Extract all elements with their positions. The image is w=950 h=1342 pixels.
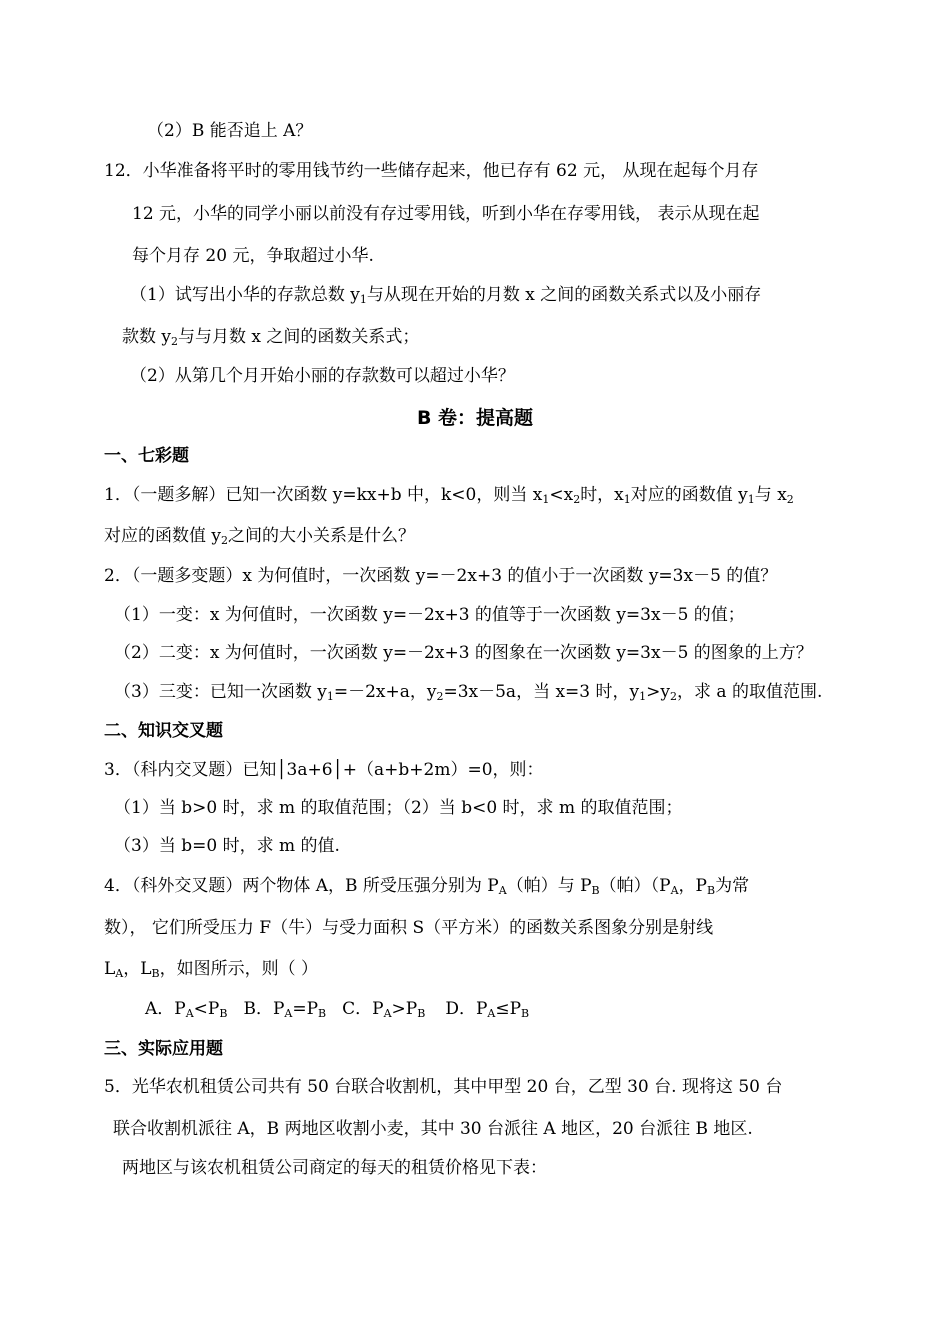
option-b: B．$P_A=P_B$: [243, 999, 327, 1020]
b3-part3: （3）当 b=0 时，求 m 的值.: [114, 836, 340, 856]
q11-part2: （2）B 能否追上 A？: [147, 121, 313, 141]
option-c: C．$P_A>P_B$: [342, 999, 426, 1020]
b4-line3: $L_A$，$L_B$，如图所示，则（ ）: [104, 959, 319, 980]
b5-line1: 5．光华农机租赁公司共有 50 台联合收割机，其中甲型 20 台，乙型 30 台. 现将这 50 台: [104, 1077, 783, 1097]
section-b-title: B 卷：提高题: [416, 407, 534, 429]
q12-part1-line1: （1）试写出小华的存款总数 $y_1$与从现在开始的月数 x 之间的函数关系式以及小丽存: [130, 285, 762, 306]
q12-line2: 12 元，小华的同学小丽以前没有存过零用钱，听到小华在存零用钱， 表示从现在起: [132, 204, 760, 224]
option-a: A．$P_A<P_B$: [145, 999, 228, 1020]
b5-line2: 联合收割机派往 A，B 两地区收割小麦，其中 30 台派往 A 地区，20 台派往 B 地区.: [113, 1119, 753, 1139]
b4-options: [145, 998, 529, 1020]
q12-part2: （2）从第几个月开始小丽的存款数可以超过小华？: [130, 366, 515, 386]
q12-part1-line2: 款数 $y_2$与与月数 x 之间的函数关系式；: [122, 327, 420, 348]
section-heading-2: 二、知识交叉题: [104, 721, 223, 741]
b5-line3: 两地区与该农机租赁公司商定的每天的租赁价格见下表：: [122, 1158, 547, 1178]
q12-line3: 每个月存 20 元，争取超过小华.: [132, 246, 374, 266]
b1-line2: 对应的函数值 $y_2$之间的大小关系是什么？: [104, 526, 416, 547]
b1-line1: 1．（一题多解）已知一次函数 y=kx+b 中，k<0，则当 $x_1<x_2$时，$x_1$对应的函数值 $y_1$与 $x_2$: [104, 485, 794, 506]
b2-main: 2．（一题多变题）x 为何值时，一次函数 y=－2x+3 的值小于一次函数 y=3x－5 的值？: [104, 566, 778, 586]
b2-variant2: （2）二变：x 为何值时，一次函数 y=－2x+3 的图象在一次函数 y=3x－5 的图象的上方？: [114, 643, 813, 663]
section-heading-1: 一、七彩题: [104, 446, 189, 466]
section-heading-3: 三、实际应用题: [104, 1039, 223, 1059]
b2-variant1: （1）一变：x 为何值时，一次函数 y=－2x+3 的值等于一次函数 y=3x－5 的值；: [114, 605, 745, 625]
option-d: D．$P_A\le P_B$: [445, 999, 530, 1020]
b3-main: 3．（科内交叉题）已知│3a+6│+（a+b+2m）=0，则：: [104, 760, 544, 780]
b2-variant3: （3）三变：已知一次函数 $y_1=-2x+a$，$y_2=3x-5a$，当 x=3 时，$y_1>y_2$，求 a 的取值范围.: [114, 682, 823, 703]
b4-line1: 4．（科外交叉题）两个物体 A，B 所受压强分别为 $P_A$（帕）与 $P_B$（帕）（$P_A$，$P_B$为常: [104, 876, 750, 897]
q12-line1: 12．小华准备将平时的零用钱节约一些储存起来，他已存有 62 元， 从现在起每个月存: [104, 161, 759, 181]
b3-part1-2: （1）当 b>0 时，求 m 的取值范围；（2）当 b<0 时，求 m 的取值范围；: [114, 798, 683, 818]
b4-line2: 数）， 它们所受压力 F（牛）与受力面积 S（平方米）的函数关系图象分别是射线: [104, 918, 714, 938]
